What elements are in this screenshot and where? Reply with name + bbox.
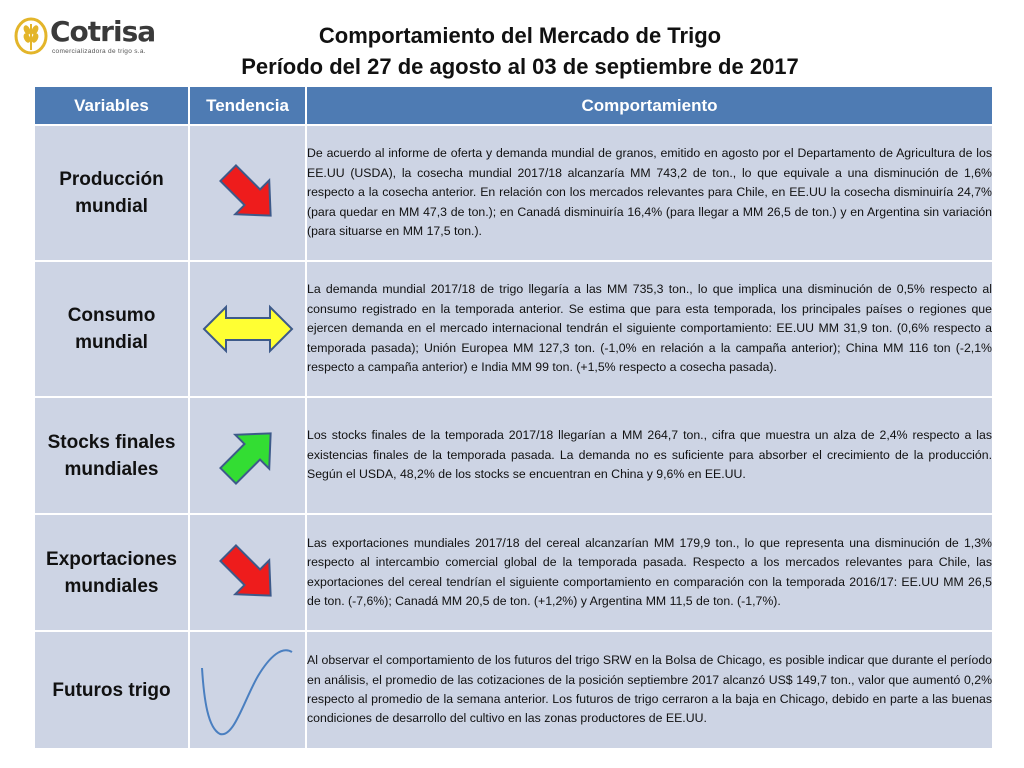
market-table — [33, 85, 994, 750]
title-line-1: Comportamiento del Mercado de Trigo — [318, 23, 722, 48]
variable-cell: Consumo mundial — [34, 261, 189, 397]
trend-cell — [189, 397, 306, 514]
variable-cell: Producción mundial — [34, 125, 189, 261]
table-header-row — [34, 86, 993, 125]
column-header-variables: Variables — [34, 86, 189, 125]
page-title — [180, 20, 860, 82]
description-cell: Los stocks finales de la temporada 2017/18 llegarían a MM 264,7 ton., cifra que muestra un alza de 2,4% respecto a las existencias finales de la temporada pasada. La demanda no es suficiente para absorber el crecimiento de la producción. Según el USDA, 48,2% de los stocks se encuentran en China y 9,6% en EE.UU. — [306, 397, 993, 514]
wave-line-icon — [196, 640, 300, 740]
wheat-logo-icon — [14, 16, 48, 56]
column-header-comportamiento: Comportamiento — [306, 86, 993, 125]
logo-brand: Cotrisa — [50, 15, 156, 48]
trend-cell — [189, 514, 306, 631]
left-right-arrow-icon — [200, 299, 296, 359]
table-row — [34, 397, 993, 514]
table-row — [34, 261, 993, 397]
description-cell: Las exportaciones mundiales 2017/18 del cereal alcanzarían MM 179,9 ton., lo que representa una disminución de 1,3% respecto al intercambio comercial global de la temporada pasada. Respecto a los mercados relevantes para Chile, las exportaciones del cereal tendrían el siguiente comportamiento en comparación con la temporada 2016/17: EE.UU MM 26,5 de ton. (-7,6%); Canadá MM 20,5 de ton. (+1,2%) y Argentina MM 11,5 de ton. (-1,7%). — [306, 514, 993, 631]
variable-cell: Stocks finales mundiales — [34, 397, 189, 514]
title-line-2: Período del 27 de agosto al 03 de septiembre de 2017 — [241, 54, 799, 79]
down-right-arrow-icon — [208, 153, 288, 233]
description-cell: Al observar el comportamiento de los futuros del trigo SRW en la Bolsa de Chicago, es posible indicar que durante el período en análisis, el promedio de las cotizaciones de la posición septiembre 2017 alcanzó US$ 149,7 ton., valor que aumentó 0,2% respecto al promedio de la semana anterior. Los futuros de trigo cerraron a la baja en Chicago, debido en parte a las buenas condiciones de desarrollo del cultivo en las zonas productores de EE.UU. — [306, 631, 993, 749]
up-right-arrow-icon — [208, 416, 288, 496]
variable-cell: Exportaciones mundiales — [34, 514, 189, 631]
table-row — [34, 631, 993, 749]
column-header-tendencia: Tendencia — [189, 86, 306, 125]
down-right-arrow-icon — [208, 533, 288, 613]
trend-cell — [189, 261, 306, 397]
trend-cell — [189, 125, 306, 261]
description-cell: De acuerdo al informe de oferta y demanda mundial de granos, emitido en agosto por el Departamento de Agricultura de los EE.UU (USDA), la cosecha mundial 2017/18 alcanzaría MM 743,2 de ton., lo que equivale a una disminución de 1,6% respecto a la cosecha anterior. En relación con los mercados relevantes para Chile, en EE.UU la cosecha disminuiría 24,7% (para quedar en MM 47,3 de ton.); en Canadá disminuiría 16,4% (para llegar a MM 26,5 de ton.) y en Argentina sin variación (para situarse en MM 17,5 ton.). — [306, 125, 993, 261]
description-cell: La demanda mundial 2017/18 de trigo llegaría a las MM 735,3 ton., lo que implica una disminución de 0,5% respecto al consumo registrado en la temporada anterior. Se estima que para esta temporada, los principales países o regiones que ejercen demanda en el mercado internacional tendrán el siguiente comportamiento: EE.UU MM 31,9 ton. (0,6% respecto a temporada pasada); Unión Europea MM 127,3 ton. (-1,0% en relación a la campaña anterior); China MM 116 ton (-2,1% respecto a campaña anterior) e India MM 99 ton. (+1,5% respecto a cosecha pasada). — [306, 261, 993, 397]
trend-cell — [189, 631, 306, 749]
variable-cell: Futuros trigo — [34, 631, 189, 749]
table-row — [34, 514, 993, 631]
cotrisa-logo — [14, 16, 164, 60]
logo-tagline: comercializadora de trigo s.a. — [52, 48, 146, 55]
table-row — [34, 125, 993, 261]
